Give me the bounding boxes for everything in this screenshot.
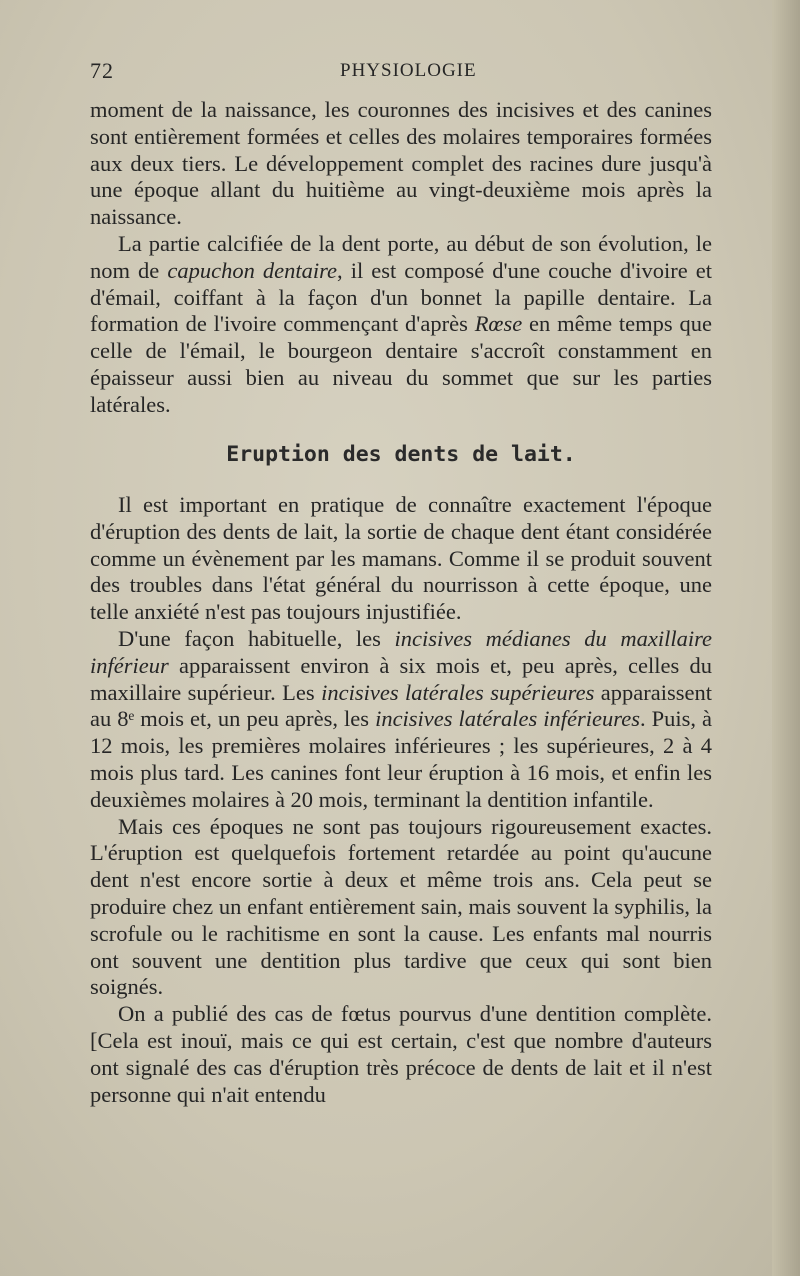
text-span: apparaissent environ à six mois et, peu après, celles du maxillaire supérieur. Les — [90, 652, 712, 705]
text-span: . Puis, à 12 mois, les premières molaires inférieures ; les supérieures, 2 à 4 mois plus tard. Les canines font leur éruption à 16 mois, et enfin les deuxièmes molaires à 20 mois, terminant la dentition infantile. — [90, 706, 712, 812]
running-title: PHYSIOLOGIE — [340, 60, 477, 81]
paragraph — [90, 626, 712, 814]
text-span: , il est composé d'une couche d'ivoire et d'émail, coiffant à la façon d'un bonnet la papille dentaire. La formation de l'ivoire commençant d'après — [90, 257, 712, 337]
text-span: D'une façon habituelle, les — [118, 625, 395, 651]
page-edge — [772, 0, 800, 1276]
text-span: apparaissent au 8ᵉ mois et, un peu après, les — [90, 679, 712, 732]
eruption-text — [90, 492, 712, 1108]
intro-text — [90, 97, 712, 419]
section-heading: Eruption des dents de lait. — [226, 442, 576, 467]
page-header — [90, 58, 712, 88]
text-span: en même temps que celle de l'émail, le bourgeon dentaire s'accroît constamment en épaisseur aussi bien au niveau du sommet que sur les parties latérales. — [90, 311, 712, 417]
paragraph: On a publié des cas de fœtus pourvus d'une dentition complète. [Cela est inouï, mais ce qui est certain, c'est que nombre d'auteurs ont signalé des cas d'éruption très précoce de dents de lait et il n'est personne qui n'ait entendu — [90, 1001, 712, 1107]
paragraph: moment de la naissance, les couronnes des incisives et des canines sont entièrement formées et celles des molaires temporaires formées aux deux tiers. Le développement complet des racines dure jusqu'à une époque allant du huitième au vingt-deuxième mois après la naissance. — [90, 97, 712, 230]
italic-term: capuchon dentaire — [167, 257, 338, 283]
paragraph — [90, 231, 712, 419]
italic-author: Rœse — [474, 311, 523, 337]
page-number: 72 — [90, 58, 114, 83]
italic-term: incisives latérales supérieures — [321, 679, 595, 705]
paragraph: Il est important en pratique de connaître exactement l'époque d'éruption des dents de lait, la sortie de chaque dent étant considérée comme un évènement par les mamans. Comme il se produit souvent des troubles dans l'état général du nourrisson à cette époque, une telle anxiété n'est pas toujours injustifiée. — [90, 492, 712, 625]
italic-term: incisives médianes du maxillaire inférieur — [90, 625, 712, 678]
text-span: La partie calcifiée de la dent porte, au début de son évolution, le nom de — [90, 230, 712, 283]
paragraph: Mais ces époques ne sont pas toujours rigoureusement exactes. L'éruption est quelquefois fortement retardée au point qu'aucune dent n'est encore sortie à deux et même trois ans. Cela peut se produire chez un enfant entièrement sain, mais souvent la syphilis, la scrofule ou le rachitisme en sont la cause. Les enfants mal nourris ont souvent une dentition plus tardive que ceux qui sont bien soignés. — [90, 813, 712, 1000]
italic-term: incisives latérales inférieures — [375, 706, 640, 732]
